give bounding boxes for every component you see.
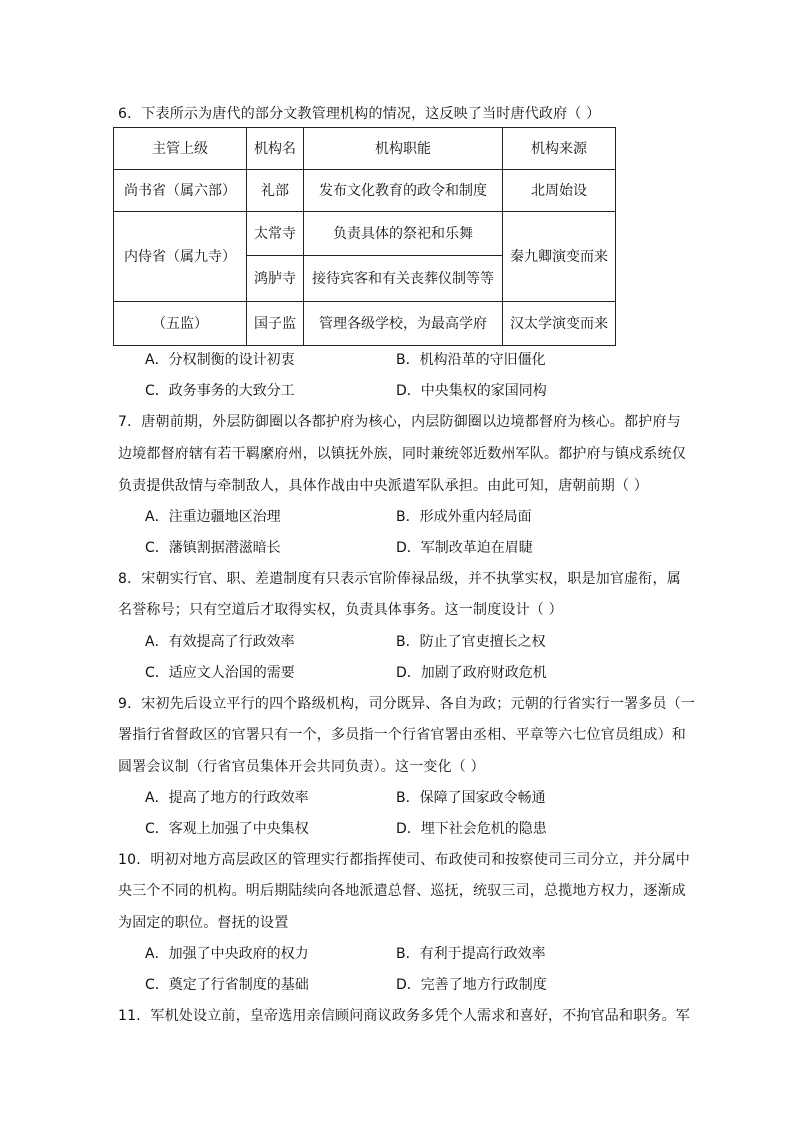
q7-line: 边境都督府辖有若干羁縻府州，以镇抚外族，同时兼统邻近数州军队。都护府与镇戍系统仅 bbox=[118, 446, 686, 462]
q8-option-c: C．适应文人治国的需要 bbox=[145, 665, 295, 681]
table-cell: 管理各级学校，为最高学府 bbox=[304, 302, 503, 346]
q10-line: 10．明初对地方高层政区的管理实行都指挥使司、布政使司和按察使司三司分立，并分属中 bbox=[118, 852, 691, 868]
q7-line: 负责提供敌情与牵制敌人，具体作战由中央派遣军队承担。由此可知，唐朝前期（ ） bbox=[118, 478, 649, 494]
q6-option-d: D．中央集权的家国同构 bbox=[396, 383, 547, 399]
table-cell: （五监） bbox=[114, 302, 247, 346]
q8-option-b: B．防止了官吏擅长之权 bbox=[396, 634, 546, 650]
q7-option-c: C．藩镇割据潜滋暗长 bbox=[145, 540, 281, 556]
q9-line: 9．宋初先后设立平行的四个路级机构，司分既异、各自为政；元朝的行省实行一署多员（一 bbox=[118, 696, 696, 712]
q6-option-c: C．政务事务的大致分工 bbox=[145, 383, 295, 399]
table-cell: 秦九卿演变而来 bbox=[503, 212, 616, 302]
table-cell: 内侍省（属九寺） bbox=[114, 212, 247, 302]
q10-option-c: C．奠定了行省制度的基础 bbox=[145, 977, 309, 993]
q10-line: 为固定的职位。督抚的设置 bbox=[118, 915, 289, 931]
q6-stem: 6．下表所示为唐代的部分文教管理机构的情况，这反映了当时唐代政府（ ） bbox=[118, 106, 601, 122]
q9-line: 署指行省督政区的官署只有一个，多员指一个行省官署由丞相、平章等六七位官员组成）和 bbox=[118, 727, 686, 743]
q9-option-d: D．埋下社会危机的隐患 bbox=[396, 821, 547, 837]
table-row bbox=[114, 302, 616, 346]
table-cell: 接待宾客和有关丧葬仪制等等 bbox=[304, 256, 503, 302]
header-cell-source: 机构来源 bbox=[503, 128, 616, 170]
q7-line: 7．唐朝前期，外层防御圈以各都护府为核心，内层防御圈以边境都督府为核心。都护府与 bbox=[118, 414, 681, 430]
q6-option-a: A．分权制衡的设计初衷 bbox=[145, 352, 295, 368]
q9-option-a: A．提高了地方的行政效率 bbox=[145, 790, 309, 806]
table-cell: 北周始设 bbox=[503, 170, 616, 212]
table-cell: 负责具体的祭祀和乐舞 bbox=[304, 212, 503, 256]
table-cell: 尚书省（属六部） bbox=[114, 170, 247, 212]
table-cell: 发布文化教育的政令和制度 bbox=[304, 170, 503, 212]
q9-option-b: B．保障了国家政令畅通 bbox=[396, 790, 546, 806]
q8-line: 名誉称号；只有空道后才取得实权，负责具体事务。这一制度设计（ ） bbox=[118, 602, 563, 618]
table-row bbox=[114, 170, 616, 212]
table-row bbox=[114, 212, 616, 256]
q10-line: 央三个不同的机构。明后期陆续向各地派遣总督、巡抚，统驭三司，总揽地方权力，逐渐成 bbox=[118, 883, 686, 899]
q9-option-c: C．客观上加强了中央集权 bbox=[145, 821, 309, 837]
q10-option-a: A．加强了中央政府的权力 bbox=[145, 946, 309, 962]
table-cell: 鸿胪寺 bbox=[247, 256, 304, 302]
q7-option-b: B．形成外重内轻局面 bbox=[396, 509, 532, 525]
header-cell-function: 机构职能 bbox=[304, 128, 503, 170]
table-cell: 太常寺 bbox=[247, 212, 304, 256]
q8-line: 8．宋朝实行官、职、差遣制度有只表示官阶俸禄品级，并不执掌实权，职是加官虚衔，属 bbox=[118, 571, 681, 587]
q10-option-d: D．完善了地方行政制度 bbox=[396, 977, 547, 993]
q11-line: 11．军机处设立前，皇帝选用亲信顾问商议政务多凭个人需求和喜好，不拘官品和职务。军 bbox=[118, 1008, 691, 1024]
q9-line: 圆署会议制（行省官员集体开会共同负责）。这一变化（ ） bbox=[118, 759, 485, 775]
table-cell: 礼部 bbox=[247, 170, 304, 212]
q7-option-d: D．军制改革迫在眉睫 bbox=[396, 540, 533, 556]
q10-option-b: B．有利于提高行政效率 bbox=[396, 946, 546, 962]
q6-option-b: B．机构沿革的守旧僵化 bbox=[396, 352, 546, 368]
header-cell-superior: 主管上级 bbox=[114, 128, 247, 170]
q8-option-a: A．有效提高了行政效率 bbox=[145, 634, 295, 650]
q6-table bbox=[113, 127, 616, 346]
q8-option-d: D．加剧了政府财政危机 bbox=[396, 665, 547, 681]
q7-option-a: A．注重边疆地区治理 bbox=[145, 509, 281, 525]
table-header-row bbox=[114, 128, 616, 170]
table-cell: 汉太学演变而来 bbox=[503, 302, 616, 346]
header-cell-name: 机构名 bbox=[247, 128, 304, 170]
table-cell: 国子监 bbox=[247, 302, 304, 346]
